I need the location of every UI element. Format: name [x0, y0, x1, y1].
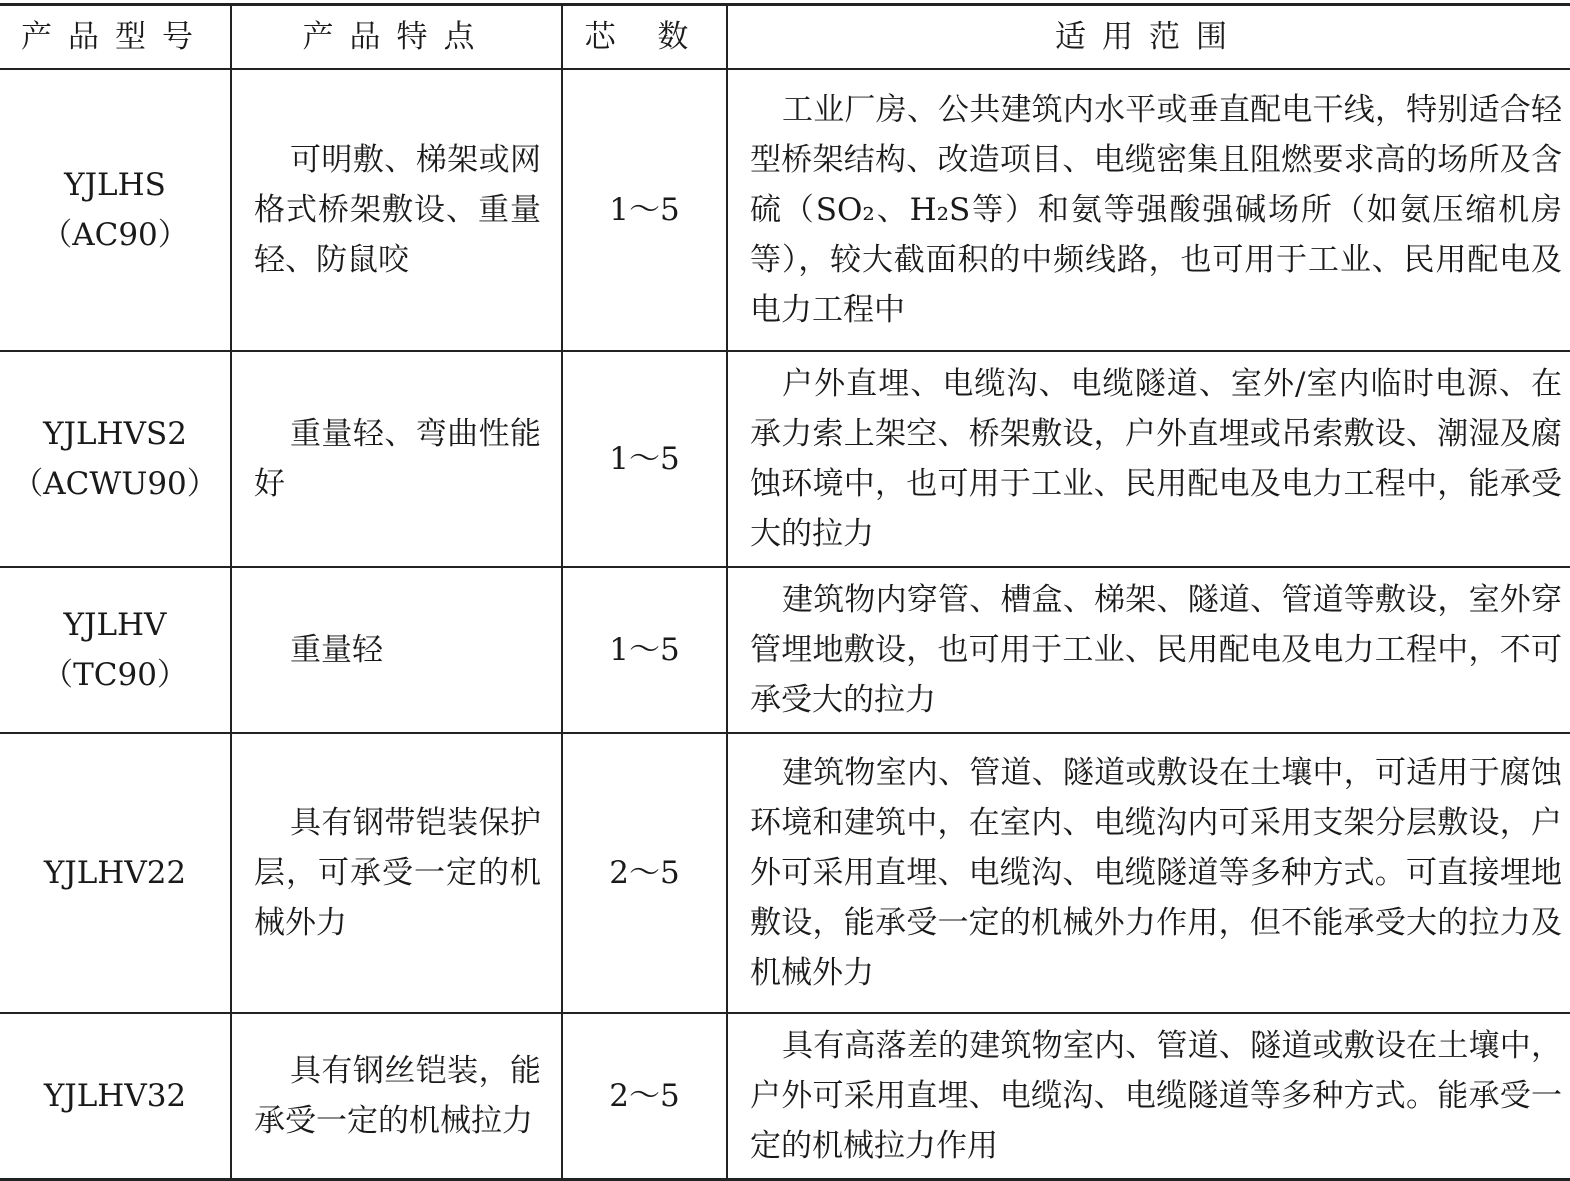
- features-text: 可明敷、梯架或网格式桥架敷设、重量轻、防鼠咬: [254, 142, 541, 278]
- table-row: [0, 1013, 1570, 1180]
- cores-cell: 1～5: [562, 567, 727, 733]
- model-code: YJLHV32: [43, 1078, 187, 1114]
- scope-text: 工业厂房、公共建筑内水平或垂直配电干线，特别适合轻型桥架结构、改造项目、电缆密集且阻燃要求高的场所及含硫（SO₂、H₂S等）和氨等强酸强碱场所（如氨压缩机房等），较大截面积的中频线路，也可用于工业、民用配电及电力工程中: [750, 92, 1562, 328]
- scope-cell: [727, 733, 1570, 1013]
- table-row: [0, 567, 1570, 733]
- cores-cell: 2～5: [562, 733, 727, 1013]
- cores-cell: 2～5: [562, 1013, 727, 1180]
- features-cell: [231, 733, 562, 1013]
- scope-text: 具有高落差的建筑物室内、管道、隧道或敷设在土壤中，户外可采用直埋、电缆沟、电缆隧道等多种方式。能承受一定的机械拉力作用: [750, 1028, 1562, 1164]
- features-cell: [231, 1013, 562, 1180]
- scope-text: 户外直埋、电缆沟、电缆隧道、室外/室内临时电源、在承力索上架空、桥架敷设，户外直埋或吊索敷设、潮湿及腐蚀环境中，也可用于工业、民用配电及电力工程中，能承受大的拉力: [750, 366, 1562, 552]
- scope-text: 建筑物室内、管道、隧道或敷设在土壤中，可适用于腐蚀环境和建筑中，在室内、电缆沟内可采用支架分层敷设，户外可采用直埋、电缆沟、电缆隧道等多种方式。可直接埋地敷设，能承受一定的机械外力作用，但不能承受大的拉力及机械外力: [750, 755, 1562, 991]
- scope-cell: [727, 567, 1570, 733]
- model-code: YJLHS: [64, 167, 166, 203]
- model-alias: （AC90）: [41, 217, 189, 253]
- table-header: [0, 5, 1570, 70]
- header-row: [0, 5, 1570, 70]
- features-text: 重量轻: [290, 632, 383, 668]
- header-features: 产品特点: [231, 5, 562, 70]
- features-cell: [231, 351, 562, 567]
- header-model: 产品型号: [0, 5, 231, 70]
- header-cores: 芯 数: [562, 5, 727, 70]
- scope-cell: [727, 351, 1570, 567]
- cores-cell: 1～5: [562, 69, 727, 351]
- model-cell: [0, 1013, 231, 1180]
- model-cell: [0, 733, 231, 1013]
- table-row: [0, 733, 1570, 1013]
- scope-cell: [727, 69, 1570, 351]
- table-row: [0, 351, 1570, 567]
- model-cell: [0, 567, 231, 733]
- scope-cell: [727, 1013, 1570, 1180]
- features-text: 具有钢丝铠装，能承受一定的机械拉力: [254, 1053, 541, 1139]
- features-text: 具有钢带铠装保护层，可承受一定的机械外力: [254, 805, 541, 941]
- header-scope: 适用范围: [727, 5, 1570, 70]
- features-text: 重量轻、弯曲性能好: [254, 416, 541, 502]
- features-cell: [231, 567, 562, 733]
- table-row: [0, 69, 1570, 351]
- features-cell: [231, 69, 562, 351]
- cable-spec-table: [0, 3, 1570, 1181]
- model-cell: [0, 351, 231, 567]
- model-cell: [0, 69, 231, 351]
- cores-cell: 1～5: [562, 351, 727, 567]
- model-code: YJLHV22: [43, 855, 187, 891]
- scope-text: 建筑物内穿管、槽盒、梯架、隧道、管道等敷设，室外穿管埋地敷设，也可用于工业、民用配电及电力工程中，不可承受大的拉力: [750, 582, 1562, 718]
- model-alias: （ACWU90）: [12, 466, 218, 502]
- model-code: YJLHV: [63, 607, 167, 643]
- model-alias: （TC90）: [42, 657, 188, 693]
- table-body: [0, 69, 1570, 1180]
- model-code: YJLHVS2: [43, 416, 187, 452]
